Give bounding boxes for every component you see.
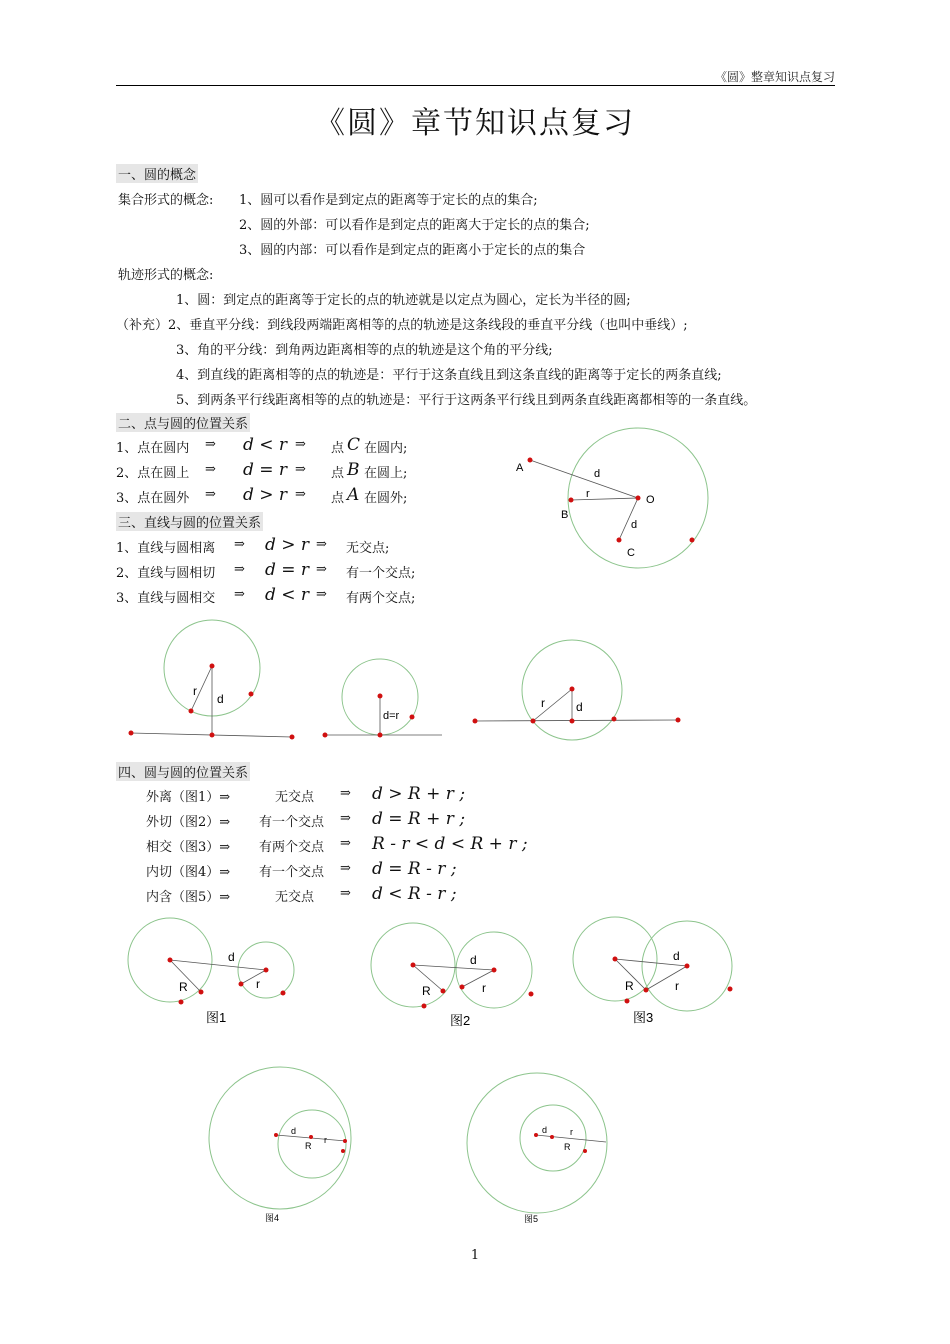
figure-caption-5: 图5: [524, 1214, 539, 1224]
circle-point: [199, 990, 204, 995]
locus-form-label: 轨迹形式的概念:: [118, 268, 214, 283]
implies-arrow: ⇒: [316, 587, 327, 602]
relation-formula: d = r: [265, 560, 310, 580]
label-r: r: [675, 979, 679, 993]
center-point: [411, 963, 416, 968]
center-point: [534, 1133, 538, 1137]
set-item-1: 1、圆可以看作是到定点的距离等于定长的点的集合;: [239, 193, 538, 208]
point-row-2-text: 2、点在圆上: [116, 466, 190, 481]
label-R: R: [422, 984, 431, 998]
intersection-result: 有一个交点: [259, 865, 325, 880]
implies-arrow: ⇒: [234, 562, 245, 577]
center-point: [550, 1135, 554, 1139]
section-4-heading: 四、圆与圆的位置关系: [116, 762, 250, 781]
point-prefix: 点: [331, 441, 345, 456]
tangent-point: [343, 1139, 347, 1143]
point-row-3-text: 3、点在圆外: [116, 491, 190, 506]
point-row-1-text: 1、点在圆内: [116, 441, 190, 456]
locus-item-3: 3、角的平分线：到角两边距离相等的点的轨迹是这个角的平分线;: [176, 343, 553, 358]
point-position-text: 在圆外;: [364, 491, 408, 506]
line-row-2-text: 2、直线与圆相切: [116, 566, 216, 581]
implies-arrow: ⇒: [295, 437, 306, 452]
center-point: [274, 1133, 278, 1137]
relation-formula: d > R + r ;: [372, 784, 466, 804]
label-R: R: [625, 979, 634, 993]
label-d: d: [542, 1125, 548, 1135]
implies-arrow: ⇒: [340, 886, 351, 901]
relation-formula: d < r: [265, 585, 310, 605]
label-d: d: [217, 692, 224, 706]
relation-formula: d = R - r ;: [372, 859, 457, 879]
center-line: [170, 960, 266, 970]
relation-formula: d > r: [243, 485, 288, 505]
implies-arrow: ⇒: [234, 587, 245, 602]
label-O: O: [646, 494, 655, 506]
label-r: r: [193, 684, 197, 698]
relation-formula: d = R + r ;: [372, 809, 466, 829]
implies-arrow: ⇒: [316, 537, 327, 552]
point-position-text: 在圆内;: [364, 441, 408, 456]
implies-arrow: ⇒: [205, 487, 216, 502]
implies-arrow: ⇒: [340, 836, 351, 851]
label-d: d: [228, 950, 235, 964]
label-d: d: [291, 1126, 297, 1136]
label-r: r: [256, 977, 260, 991]
implies-arrow: ⇒: [340, 786, 351, 801]
intersection-result: 有一个交点;: [346, 566, 416, 581]
circle-point: [728, 987, 733, 992]
label-B: B: [561, 509, 569, 521]
label-d: d: [470, 953, 477, 967]
radius-r: [241, 970, 266, 984]
relation-formula: R - r < d < R + r ;: [372, 834, 528, 854]
implies-arrow: ⇒: [234, 537, 245, 552]
figure-caption-3: 图3: [633, 1010, 654, 1025]
running-header: 《圆》整章知识点复习: [714, 70, 835, 84]
section-3-heading: 三、直线与圆的位置关系: [116, 512, 263, 531]
center-line: [413, 965, 494, 970]
point-prefix: 点: [331, 491, 345, 506]
center-point: [309, 1135, 313, 1139]
center-point: [492, 968, 497, 973]
label-d: d: [576, 700, 583, 714]
relation-formula: d < R - r ;: [372, 884, 457, 904]
implies-arrow: ⇒: [316, 562, 327, 577]
point-name: B: [347, 460, 360, 480]
circle-point: [529, 992, 534, 997]
circle-relation-text: 外离（图1）⇒: [146, 790, 231, 805]
implies-arrow: ⇒: [340, 861, 351, 876]
circle-relation-text: 相交（图3）⇒: [146, 840, 231, 855]
line-row-1-text: 1、直线与圆相离: [116, 541, 216, 556]
section-1-heading: 一、圆的概念: [116, 164, 198, 183]
set-item-2: 2、圆的外部：可以看作是到定点的距离大于定长的点的集合;: [239, 218, 590, 233]
implies-arrow: ⇒: [205, 462, 216, 477]
circle-point: [341, 1149, 345, 1153]
implies-arrow: ⇒: [295, 462, 306, 477]
radius-r: [462, 970, 494, 987]
intersection-result: 有两个交点: [259, 840, 325, 855]
point-prefix: 点: [331, 466, 345, 481]
intersection-point: [644, 988, 649, 993]
implies-arrow: ⇒: [295, 487, 306, 502]
line-row-3-text: 3、直线与圆相交: [116, 591, 216, 606]
center-point: [685, 964, 690, 969]
implies-arrow: ⇒: [340, 811, 351, 826]
relation-formula: d < r: [243, 435, 288, 455]
circle-point: [583, 1149, 587, 1153]
circle-point: [179, 1000, 184, 1005]
label-C: C: [627, 547, 635, 559]
label-r: r: [482, 981, 486, 995]
implies-arrow: ⇒: [205, 437, 216, 452]
intersection-result: 有两个交点;: [346, 591, 416, 606]
relation-formula: d = r: [243, 460, 288, 480]
tangent-point: [460, 985, 465, 990]
label-d: d: [673, 949, 680, 963]
locus-item-1: 1、圆：到定点的距离等于定长的点的轨迹就是以定点为圆心，定长为半径的圆;: [176, 293, 631, 308]
label-R: R: [564, 1142, 571, 1152]
locus-item-5: 5、到两条平行线距离相等的点的轨迹是：平行于这两条平行线且到两条直线距离都相等的一条直线。: [176, 393, 757, 408]
figure-caption-4: 图4: [265, 1213, 280, 1223]
label-r: r: [586, 488, 590, 500]
label-d: d: [594, 468, 601, 480]
intersection-result: 无交点: [275, 790, 315, 805]
circle-point: [625, 999, 630, 1004]
label-d-equals-r: d=r: [383, 710, 400, 722]
circle-point: [441, 989, 446, 994]
point-name: A: [347, 485, 360, 505]
page-number: 1: [470, 1248, 480, 1263]
center-point: [613, 957, 618, 962]
circle-point: [422, 1004, 427, 1009]
intersection-result: 无交点;: [346, 541, 390, 556]
circle-relation-text: 内切（图4）⇒: [146, 865, 231, 880]
figure-caption-1: 图1: [206, 1010, 227, 1025]
relation-formula: d > r: [265, 535, 310, 555]
set-form-label: 集合形式的概念:: [118, 193, 214, 208]
page-title: 《圆》章节知识点复习: [315, 106, 635, 141]
point-position-text: 在圆上;: [364, 466, 408, 481]
figure-caption-2: 图2: [450, 1013, 471, 1028]
section-2-heading: 二、点与圆的位置关系: [116, 413, 250, 432]
locus-item-2: （补充）2、垂直平分线：到线段两端距离相等的点的轨迹是这条线段的垂直平分线（也叫中垂线）;: [116, 318, 688, 333]
label-r: r: [324, 1135, 327, 1145]
locus-item-4: 4、到直线的距离相等的点的轨迹是：平行于这条直线且到这条直线的距离等于定长的两条直线;: [176, 368, 722, 383]
label-d: d: [631, 519, 638, 531]
circle-point: [239, 982, 244, 987]
set-item-3: 3、圆的内部：可以看作是到定点的距离小于定长的点的集合: [239, 243, 586, 258]
circle-relation-text: 内含（图5）⇒: [146, 890, 231, 905]
label-r: r: [541, 696, 545, 710]
label-R: R: [305, 1141, 312, 1151]
intersection-result: 有一个交点: [259, 815, 325, 830]
small-circle: [278, 1110, 346, 1178]
label-R: R: [179, 980, 188, 994]
circle-relation-text: 外切（图2）⇒: [146, 815, 231, 830]
circle-point: [281, 991, 286, 996]
label-r: r: [570, 1127, 573, 1137]
center-point: [264, 968, 269, 973]
big-circle: [209, 1067, 351, 1209]
intersection-result: 无交点: [275, 890, 315, 905]
center-point: [168, 958, 173, 963]
label-A: A: [516, 462, 524, 474]
point-name: C: [347, 435, 361, 455]
